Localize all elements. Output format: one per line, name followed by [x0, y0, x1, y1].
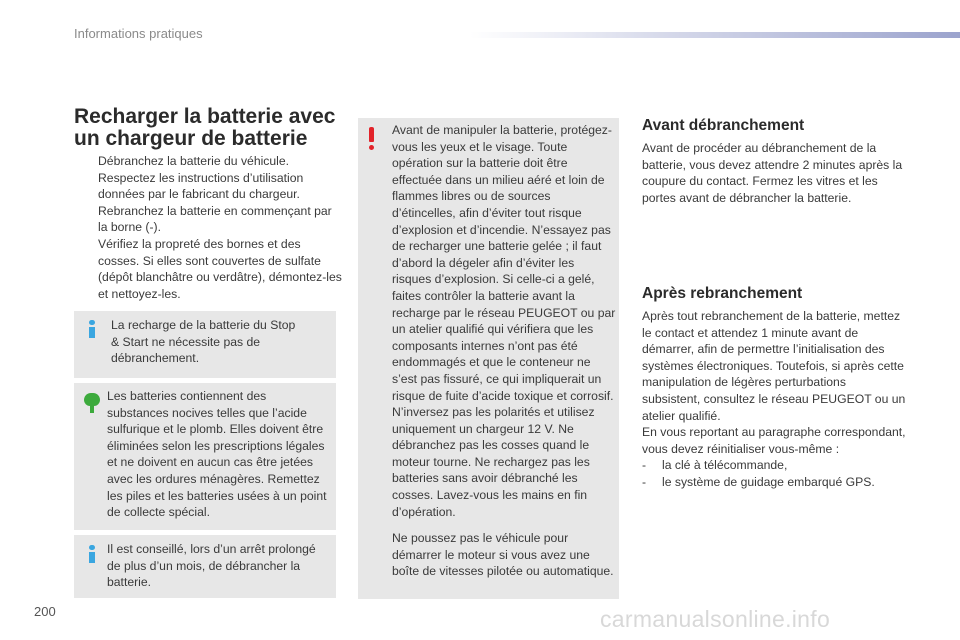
eco-text: Les batteries contiennent des substances nocives telles que l’acide sulfurique et le plomb. Elles doivent être éliminées selon les prescriptions légales et ne doivent en aucun cas être jetées avec les ordures ménagères. Remettez les piles et les batteries usées à un point de collecte spécial.: [107, 389, 327, 520]
eco-box: [74, 383, 336, 530]
step-text: Rebranchez la batterie en commençant par la borne (-).: [98, 203, 332, 235]
info-icon: [86, 320, 98, 338]
warning-box: [358, 118, 619, 599]
avant-text: Avant de procéder au débranchement de la batterie, vous devez attendre 2 minutes après la coupure du contact. Fermez les vitres et les portes avant de débrancher la batterie.: [642, 141, 903, 205]
step-text: Vérifiez la propreté des bornes et des cosses. Si elles sont couvertes de sulfate (dépôt blanchâtre ou verdâtre), démontez-les et nettoyez-les.: [98, 236, 342, 301]
info-text: Il est conseillé, lors d’un arrêt prolongé de plus d’un mois, de débrancher la batterie.: [107, 542, 316, 590]
list-item: [74, 170, 344, 203]
reset-list: [642, 457, 906, 490]
info-text: La recharge de la batterie du Stop & Start ne nécessite pas de débranchement.: [111, 318, 296, 366]
list-item: [74, 153, 344, 170]
info-icon: [86, 545, 98, 563]
warning-paragraph: Avant de manipuler la batterie, protégez-vous les yeux et le visage. Toute opération sur la batterie doit être effectuée dans un milieu aéré et loin de flammes libres ou de sources d’étincelles, afin d’éviter tout risque d’explosion et d’incendie. N’essayez pas de recharger une batterie gelée ; il faut d’abord la dégeler afin d’éviter les risques d’explosion. Si celle-ci a gelé, faites contrôler la batterie avant la recharge par le réseau PEUGEOT ou par un atelier qualifié qui vérifiera que les composants internes n’ont pas été endommagés et que le conteneur ne s’est pas fissuré, ce qui impliquerait un risque de fuite d’acide toxique et corrosif. N’inversez pas les polarités et utilisez uniquement un chargeur 12 V. Ne débranchez pas les cosses quand le moteur tourne. Ne rechargez pas les batteries sans avoir débranché les cosses. Lavez-vous les mains en fin d’opération.: [392, 123, 616, 519]
dash-bullet: -: [642, 474, 647, 489]
apres-paragraph: Après tout rebranchement de la batterie, mettez le contact et attendez 1 minute avant de démarrer, afin de permettre l’initialisation des systèmes électroniques. Toutefois, si après cette manipulation de légères perturbations subsistent, consultez le réseau PEUGEOT ou un atelier qualifié.: [642, 309, 906, 423]
apres-paragraph: En vous reportant au paragraphe correspondant, vous devez réinitialiser vous-même :: [642, 425, 906, 456]
list-item: [74, 236, 344, 302]
reset-item-text: le système de guidage embarqué GPS.: [662, 474, 875, 489]
list-item: [74, 203, 344, 236]
header-gradient-bar: [470, 32, 960, 38]
step-text: Respectez les instructions d’utilisation données par le fabricant du chargeur.: [98, 170, 304, 202]
info-box-storage: [74, 535, 336, 598]
step-text: Débranchez la batterie du véhicule.: [98, 154, 290, 168]
warning-paragraph: Ne poussez pas le véhicule pour démarrer le moteur si vous avez une boîte de vitesses pilotée ou automatique.: [392, 531, 614, 579]
dash-bullet: -: [642, 458, 647, 473]
heading-apres-rebranchement: Après rebranchement: [642, 285, 803, 302]
heading-avant-debranchement: Avant débranchement: [642, 117, 805, 134]
list-item: [642, 474, 906, 491]
apres-text: [642, 308, 906, 491]
warning-exclamation-icon: [368, 127, 376, 149]
page-number: 200: [34, 604, 56, 619]
reset-item-text: la clé à télécommande,: [662, 458, 788, 473]
page-title: Recharger la batterie avec un chargeur de batterie: [74, 105, 336, 150]
info-box-stop-start: [74, 311, 336, 378]
watermark: carmanualsonline.info: [600, 606, 831, 632]
tree-icon: [83, 393, 101, 413]
step-list: [74, 153, 344, 302]
section-header: Informations pratiques: [74, 26, 203, 41]
warning-text: [392, 122, 616, 580]
list-item: [642, 457, 906, 474]
